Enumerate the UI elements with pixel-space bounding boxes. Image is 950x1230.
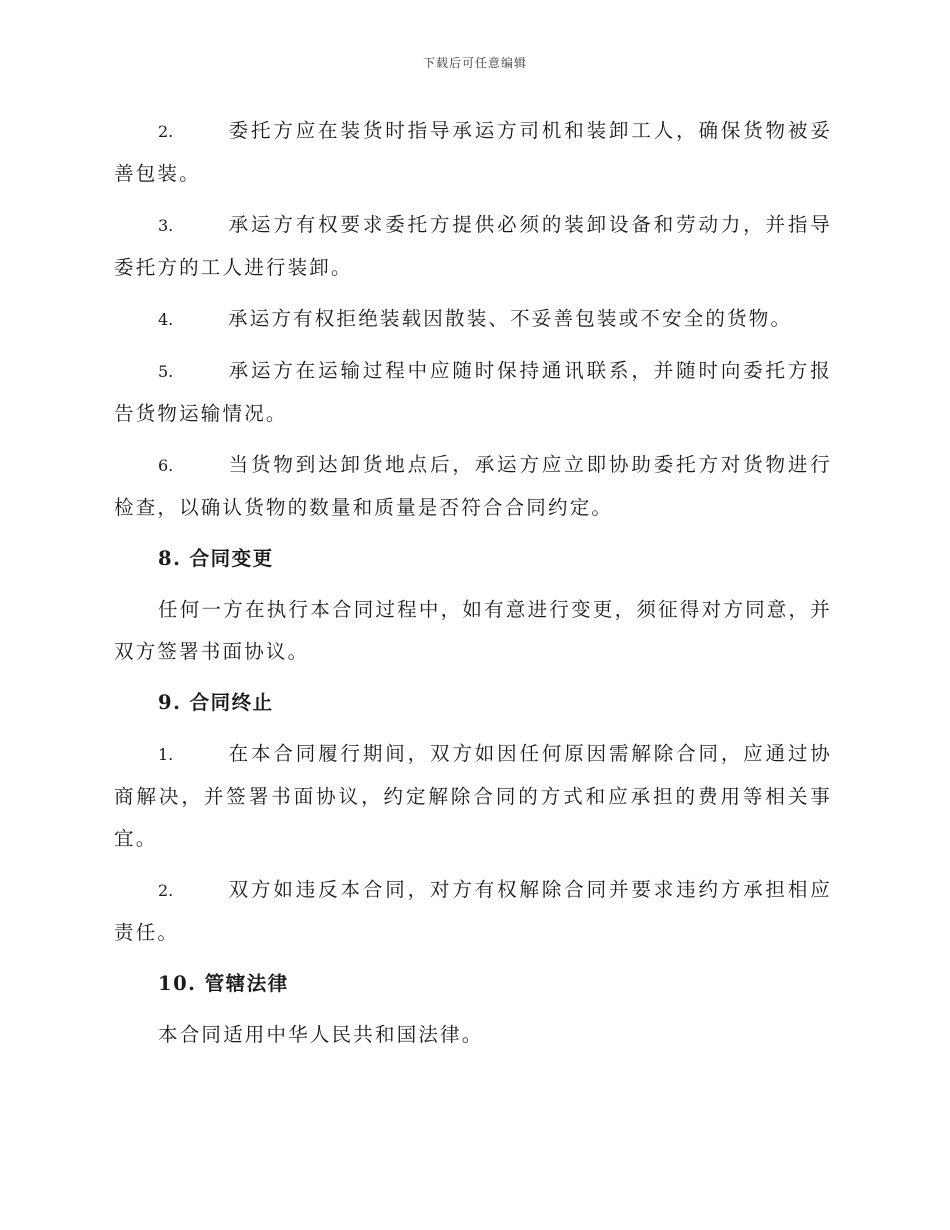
section-paragraph: 本合同适用中华人民共和国法律。 bbox=[158, 1023, 484, 1046]
list-item bbox=[114, 204, 832, 289]
item-number: 6. bbox=[158, 456, 174, 475]
item-number: 3. bbox=[158, 216, 174, 235]
list-item bbox=[114, 733, 832, 860]
page-header-note: 下载后可任意编辑 bbox=[422, 56, 527, 70]
document-body bbox=[114, 110, 832, 1065]
item-number: 5. bbox=[158, 362, 174, 381]
list-item bbox=[114, 350, 832, 435]
item-number: 1. bbox=[158, 745, 174, 764]
section-heading-contract-termination: 9. 合同终止 bbox=[158, 691, 274, 714]
item-text: 委托方应在装货时指导承运方司机和装卸工人，确保货物被妥善包装。 bbox=[114, 119, 832, 185]
item-text: 在本合同履行期间，双方如因任何原因需解除合同，应通过协商解决，并签署书面协议，约定解除合同的方式和应承担的费用等相关事宜。 bbox=[114, 742, 832, 850]
list-item bbox=[114, 869, 832, 954]
list-item bbox=[114, 444, 832, 529]
section-paragraph: 任何一方在执行本合同过程中，如有意进行变更，须征得对方同意，并双方签署书面协议。 bbox=[114, 598, 832, 663]
item-number: 2. bbox=[158, 122, 174, 141]
item-text: 双方如违反本合同，对方有权解除合同并要求违约方承担相应责任。 bbox=[114, 878, 832, 944]
item-text: 承运方有权拒绝装载因散装、不妥善包装或不安全的货物。 bbox=[228, 307, 793, 330]
item-text: 承运方在运输过程中应随时保持通讯联系，并随时向委托方报告货物运输情况。 bbox=[114, 359, 832, 425]
list-item bbox=[114, 110, 832, 195]
section-heading-governing-law: 10. 管辖法律 bbox=[158, 972, 289, 995]
item-text: 当货物到达卸货地点后，承运方应立即协助委托方对货物进行检查，以确认货物的数量和质量是否符合合同约定。 bbox=[114, 453, 832, 519]
list-item bbox=[114, 298, 832, 341]
section-heading-contract-change: 8. 合同变更 bbox=[158, 547, 274, 570]
item-number: 2. bbox=[158, 881, 174, 900]
item-text: 承运方有权要求委托方提供必须的装卸设备和劳动力，并指导委托方的工人进行装卸。 bbox=[114, 213, 832, 279]
item-number: 4. bbox=[158, 310, 174, 329]
